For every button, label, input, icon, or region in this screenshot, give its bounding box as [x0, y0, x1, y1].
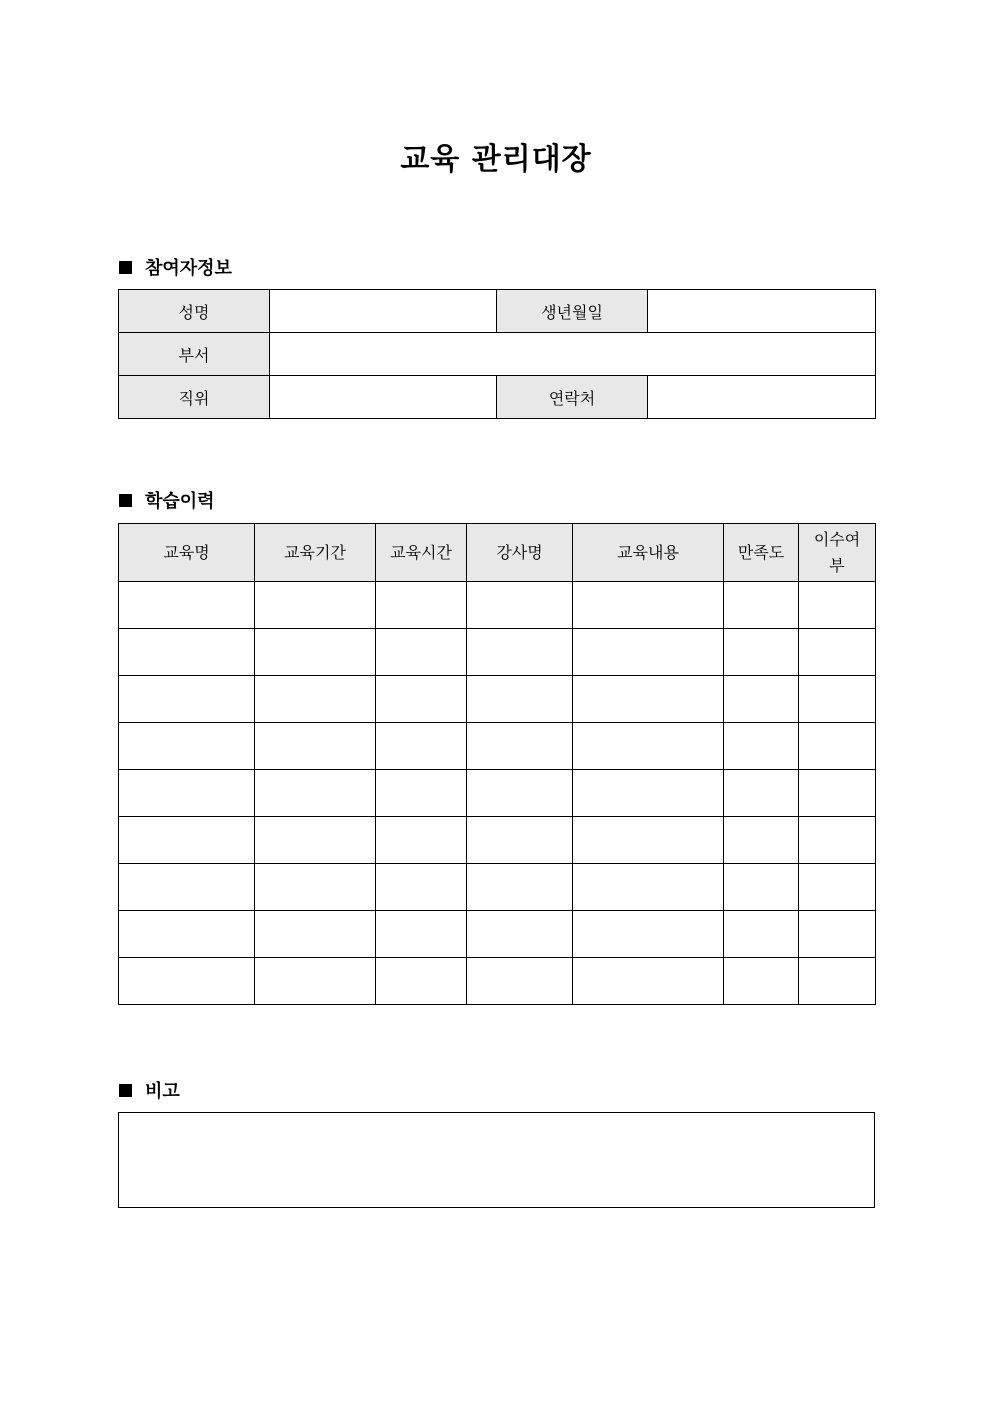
history-cell[interactable] [255, 958, 376, 1005]
contact-field[interactable] [648, 376, 876, 419]
history-cell[interactable] [255, 676, 376, 723]
name-label: 성명 [119, 290, 270, 333]
history-cell[interactable] [467, 864, 573, 911]
remarks-field[interactable] [118, 1112, 875, 1208]
history-cell[interactable] [799, 582, 876, 629]
history-cell[interactable] [799, 676, 876, 723]
history-cell[interactable] [255, 911, 376, 958]
column-header-hours: 교육시간 [376, 524, 467, 582]
table-row [119, 770, 876, 817]
history-cell[interactable] [573, 911, 724, 958]
column-header-satisfaction: 만족도 [724, 524, 799, 582]
history-cell[interactable] [376, 676, 467, 723]
history-cell[interactable] [724, 676, 799, 723]
position-field[interactable] [270, 376, 497, 419]
column-header-instructor: 강사명 [467, 524, 573, 582]
history-cell[interactable] [799, 911, 876, 958]
remarks-heading-text: 비고 [145, 1081, 180, 1102]
table-row [119, 911, 876, 958]
department-field[interactable] [270, 333, 876, 376]
history-cell[interactable] [255, 582, 376, 629]
history-cell[interactable] [799, 723, 876, 770]
history-table-body [119, 582, 876, 1005]
history-cell[interactable] [467, 958, 573, 1005]
table-row [119, 817, 876, 864]
table-row [119, 958, 876, 1005]
history-cell[interactable] [573, 817, 724, 864]
history-cell[interactable] [724, 958, 799, 1005]
history-cell[interactable] [467, 629, 573, 676]
history-cell[interactable] [573, 958, 724, 1005]
participant-row-name [119, 290, 876, 333]
table-row [119, 864, 876, 911]
history-cell[interactable] [255, 723, 376, 770]
table-row [119, 582, 876, 629]
history-cell[interactable] [799, 629, 876, 676]
history-cell[interactable] [573, 629, 724, 676]
history-cell[interactable] [724, 817, 799, 864]
participant-info-table [118, 289, 876, 419]
history-cell[interactable] [119, 629, 255, 676]
history-cell[interactable] [376, 723, 467, 770]
table-row [119, 629, 876, 676]
history-cell[interactable] [724, 582, 799, 629]
history-cell[interactable] [799, 817, 876, 864]
history-cell[interactable] [376, 582, 467, 629]
history-cell[interactable] [119, 911, 255, 958]
history-cell[interactable] [573, 770, 724, 817]
birthdate-field[interactable] [648, 290, 876, 333]
history-cell[interactable] [573, 676, 724, 723]
square-bullet-icon [119, 1084, 132, 1097]
document-title: 교육 관리대장 [400, 142, 592, 177]
history-cell[interactable] [724, 911, 799, 958]
history-section-heading [119, 487, 215, 513]
history-cell[interactable] [119, 864, 255, 911]
remarks-section-heading [119, 1077, 180, 1103]
history-cell[interactable] [573, 864, 724, 911]
history-cell[interactable] [467, 911, 573, 958]
contact-label: 연락처 [497, 376, 648, 419]
history-cell[interactable] [255, 817, 376, 864]
column-header-course-name: 교육명 [119, 524, 255, 582]
position-label: 직위 [119, 376, 270, 419]
history-cell[interactable] [119, 817, 255, 864]
history-cell[interactable] [799, 864, 876, 911]
history-cell[interactable] [467, 817, 573, 864]
participant-section-heading [119, 254, 232, 280]
history-cell[interactable] [376, 770, 467, 817]
history-cell[interactable] [799, 958, 876, 1005]
history-cell[interactable] [376, 817, 467, 864]
history-cell[interactable] [573, 723, 724, 770]
history-cell[interactable] [376, 911, 467, 958]
history-cell[interactable] [573, 582, 724, 629]
name-field[interactable] [270, 290, 497, 333]
history-cell[interactable] [119, 582, 255, 629]
department-label: 부서 [119, 333, 270, 376]
history-cell[interactable] [467, 723, 573, 770]
history-cell[interactable] [724, 723, 799, 770]
history-cell[interactable] [119, 676, 255, 723]
participant-row-department [119, 333, 876, 376]
history-cell[interactable] [724, 629, 799, 676]
history-cell[interactable] [467, 582, 573, 629]
column-header-content: 교육내용 [573, 524, 724, 582]
history-heading-text: 학습이력 [145, 491, 215, 512]
column-header-period: 교육기간 [255, 524, 376, 582]
history-cell[interactable] [376, 864, 467, 911]
history-cell[interactable] [724, 770, 799, 817]
history-cell[interactable] [467, 770, 573, 817]
participant-row-position [119, 376, 876, 419]
learning-history-table [118, 523, 876, 1005]
column-header-completion: 이수여부 [799, 524, 876, 582]
table-row [119, 676, 876, 723]
history-cell[interactable] [255, 770, 376, 817]
history-cell[interactable] [376, 629, 467, 676]
history-cell[interactable] [119, 770, 255, 817]
participant-heading-text: 참여자정보 [145, 258, 232, 279]
history-header-row [119, 524, 876, 582]
table-row [119, 723, 876, 770]
square-bullet-icon [119, 494, 132, 507]
history-cell[interactable] [119, 723, 255, 770]
history-cell[interactable] [724, 864, 799, 911]
history-cell[interactable] [119, 958, 255, 1005]
history-cell[interactable] [255, 629, 376, 676]
square-bullet-icon [119, 261, 132, 274]
birthdate-label: 생년월일 [497, 290, 648, 333]
history-cell[interactable] [799, 770, 876, 817]
history-cell[interactable] [255, 864, 376, 911]
history-cell[interactable] [376, 958, 467, 1005]
history-cell[interactable] [467, 676, 573, 723]
